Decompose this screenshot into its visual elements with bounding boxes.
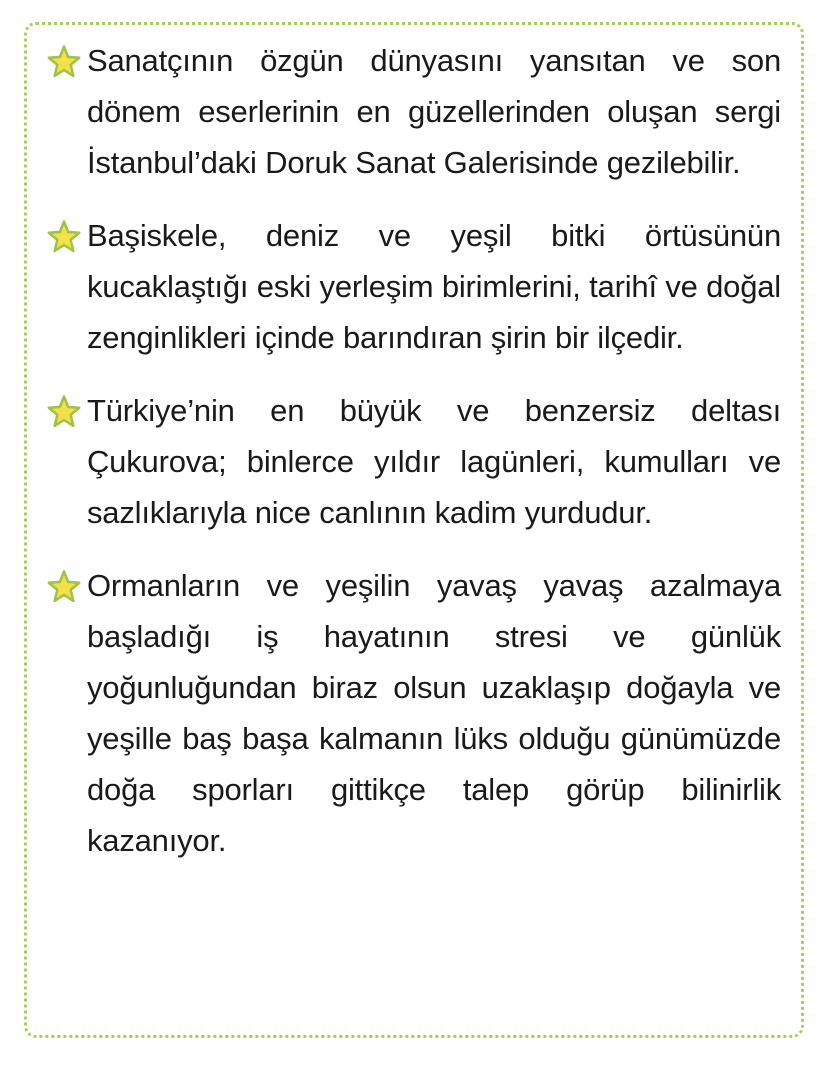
star-icon xyxy=(45,568,83,606)
list-item xyxy=(45,385,781,538)
list-item xyxy=(45,210,781,363)
star-icon xyxy=(45,43,83,81)
item-text: Türkiye’nin en büyük ve benzersiz deltası Çukurova; binlerce yıldır lagünleri, kumulları ve sazlıklarıyla nice canlının kadim yurdudur. xyxy=(87,393,781,530)
list-item xyxy=(45,35,781,188)
star-icon xyxy=(45,393,83,431)
sentence-list xyxy=(45,35,781,866)
star-icon xyxy=(45,218,83,256)
item-text: Başiskele, deniz ve yeşil bitki örtüsünün kucaklaştığı eski yerleşim birimlerini, tarihî ve doğal zenginlikleri içinde barındıran şirin bir ilçedir. xyxy=(87,218,781,355)
item-text: Sanatçının özgün dünyasını yansıtan ve son dönem eserlerinin en güzellerinden oluşan sergi İstanbul’daki Doruk Sanat Galerisinde gezilebilir. xyxy=(87,43,781,180)
sentence-box xyxy=(24,22,804,1038)
list-item xyxy=(45,560,781,866)
item-text: Ormanların ve yeşilin yavaş yavaş azalmaya başladığı iş hayatının stresi ve günlük yoğunluğundan biraz olsun uzaklaşıp doğayla ve yeşille baş başa kalmanın lüks olduğu günümüzde doğa sporları gittikçe talep görüp bilinirlik kazanıyor. xyxy=(87,568,781,858)
